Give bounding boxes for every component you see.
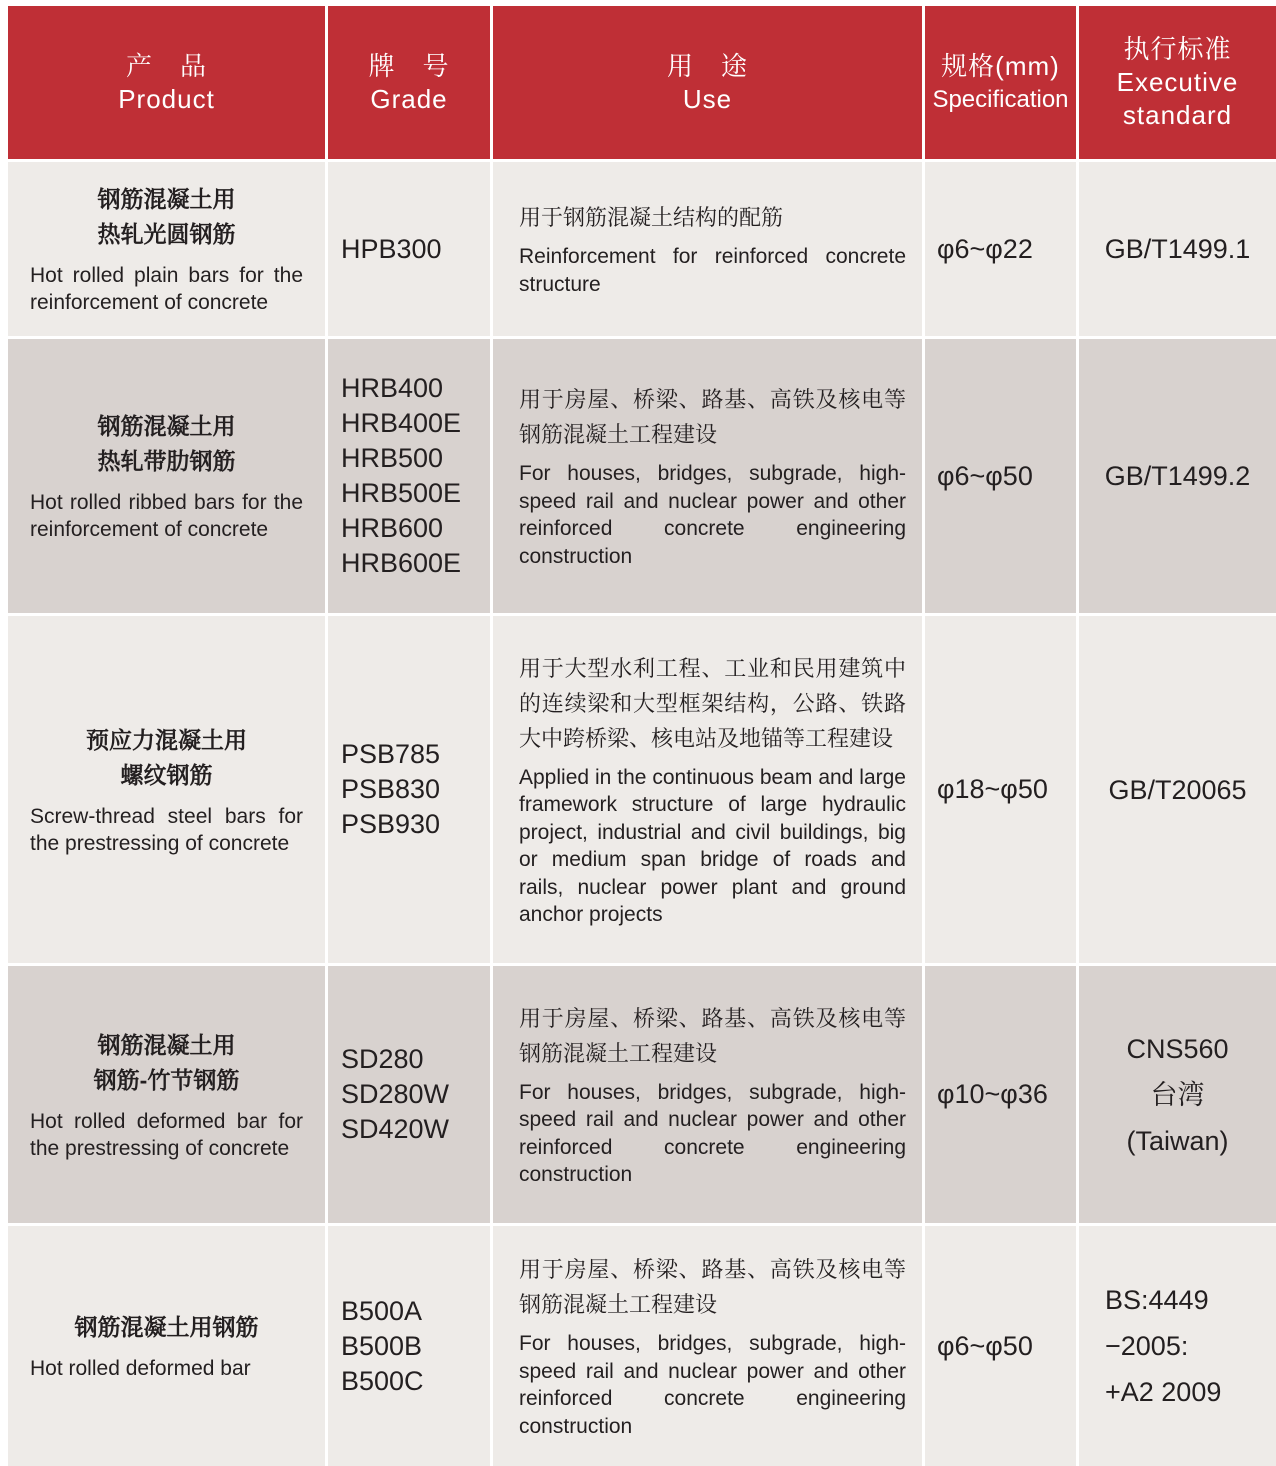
use-text-en: For houses, bridges, subgrade, high-speed rail and nuclear power and other reinforced concrete engineering construction [519, 1332, 906, 1438]
use-text-zh: 用于大型水利工程、工业和民用建筑中的连续梁和大型框架结构，公路、铁路大中跨桥梁、核电站及地锚等工程建设 [519, 655, 906, 751]
header-spec-zh: 规格(mm) [941, 50, 1060, 81]
product-name-en: Hot rolled plain bars for the reinforcement of concrete [30, 264, 303, 314]
use-text-zh: 用于房屋、桥梁、路基、高铁及核电等钢筋混凝土工程建设 [519, 387, 906, 447]
product-name-zh: 热轧带肋钢筋 [97, 448, 236, 474]
spec-cell: φ6~φ22 [925, 162, 1076, 336]
header-spec-en: Specification [932, 85, 1069, 113]
header-specification [925, 6, 1076, 159]
use-text-en: Reinforcement for reinforced concrete structure [519, 245, 906, 296]
grade-value: SD420W [341, 1114, 450, 1144]
grade-value: B500B [341, 1330, 423, 1361]
spec-cell: φ18~φ50 [925, 616, 1076, 963]
product-name-zh: 钢筋混凝土用 [97, 1031, 236, 1058]
grade-cell [328, 616, 490, 963]
grade-cell [328, 966, 490, 1223]
spec-cell: φ10~φ36 [925, 966, 1076, 1223]
standard-value: 台湾 [1150, 1079, 1205, 1110]
grade-value: HRB400E [341, 408, 462, 438]
header-grade-en: Grade [370, 83, 448, 114]
standard-cell [1079, 339, 1276, 613]
product-name-en: Screw-thread steel bars for the prestressing of concrete [30, 804, 303, 855]
product-name-zh: 钢筋-竹节钢筋 [93, 1066, 240, 1093]
grade-value: HPB300 [341, 233, 442, 264]
product-name-en: Hot rolled deformed bar [30, 1357, 251, 1380]
header-product [8, 6, 325, 159]
grade-cell [328, 162, 490, 336]
use-cell [493, 339, 922, 613]
use-cell [493, 162, 922, 336]
product-name-zh: 钢筋混凝土用 [97, 413, 236, 439]
standard-value: GB/T1499.2 [1104, 461, 1251, 491]
product-name-en: Hot rolled ribbed bars for the reinforcement of concrete [30, 491, 303, 541]
header-std-en-1: Executive [1116, 67, 1239, 97]
grade-value: SD280W [341, 1079, 450, 1109]
grade-value: HRB600E [341, 548, 462, 578]
spec-cell: φ6~φ50 [925, 339, 1076, 613]
use-text-zh: 用于房屋、桥梁、路基、高铁及核电等钢筋混凝土工程建设 [519, 1005, 906, 1066]
use-text-zh: 用于钢筋混凝土结构的配筋 [519, 205, 784, 230]
product-cell [8, 1226, 325, 1466]
grade-value: PSB930 [341, 809, 441, 839]
header-grade-zh: 牌 号 [368, 50, 450, 81]
grade-value: PSB785 [341, 739, 441, 769]
header-use-zh: 用 途 [666, 50, 748, 81]
use-text-en: For houses, bridges, subgrade, high-speed rail and nuclear power and other reinforced concrete engineering construction [519, 1080, 906, 1186]
product-cell [8, 162, 325, 336]
grade-value: SD280 [341, 1044, 424, 1074]
grade-value: HRB600 [341, 513, 444, 543]
standard-value: CNS560 [1126, 1033, 1229, 1064]
product-cell [8, 339, 325, 613]
grade-value: HRB500E [341, 478, 462, 508]
grade-value: HRB400 [341, 373, 444, 403]
use-cell [493, 1226, 922, 1466]
product-spec-table [8, 6, 1270, 1464]
grade-cell [328, 1226, 490, 1466]
grade-value: B500C [341, 1365, 424, 1396]
header-std-en-2: standard [1122, 100, 1233, 130]
header-use-en: Use [682, 83, 733, 114]
product-name-zh: 预应力混凝土用 [86, 726, 247, 753]
header-product-zh: 产 品 [125, 50, 207, 81]
product-name-zh: 钢筋混凝土用 [97, 186, 236, 212]
header-grade [328, 6, 490, 159]
header-std-zh: 执行标准 [1123, 34, 1232, 64]
standard-value: (Taiwan) [1126, 1125, 1229, 1156]
grade-value: HRB500 [341, 443, 444, 473]
grade-value: PSB830 [341, 774, 441, 804]
product-name-zh: 热轧光圆钢筋 [97, 221, 236, 247]
standard-value: BS:4449 [1105, 1285, 1209, 1315]
product-cell [8, 616, 325, 963]
use-cell [493, 966, 922, 1223]
use-text-en: Applied in the continuous beam and large framework structure of large hydraulic project, industrial and civil buildings, big or medium span bridge of roads and rails, nuclear power plant and ground anchor projects [519, 765, 906, 926]
standard-value: GB/T20065 [1108, 774, 1247, 805]
product-name-zh: 钢筋混凝土用钢筋 [74, 1314, 259, 1340]
grade-cell [328, 339, 490, 613]
standard-value: GB/T1499.1 [1104, 234, 1251, 264]
use-cell [493, 616, 922, 963]
header-product-en: Product [118, 83, 215, 114]
standard-cell [1079, 616, 1276, 963]
product-name-en: Hot rolled deformed bar for the prestressing of concrete [30, 1109, 303, 1160]
standard-cell [1079, 1226, 1276, 1466]
standard-cell [1079, 966, 1276, 1223]
header-use [493, 6, 922, 159]
header-standard [1079, 6, 1276, 159]
product-cell [8, 966, 325, 1223]
standard-cell [1079, 162, 1276, 336]
standard-value: −2005: [1105, 1331, 1189, 1361]
use-text-zh: 用于房屋、桥梁、路基、高铁及核电等钢筋混凝土工程建设 [519, 1257, 906, 1317]
standard-value: +A2 2009 [1105, 1377, 1222, 1407]
use-text-en: For houses, bridges, subgrade, high-speed rail and nuclear power and other reinforced concrete engineering construction [519, 462, 906, 568]
grade-value: B500A [341, 1295, 423, 1326]
spec-cell: φ6~φ50 [925, 1226, 1076, 1466]
product-name-zh: 螺纹钢筋 [120, 761, 213, 788]
